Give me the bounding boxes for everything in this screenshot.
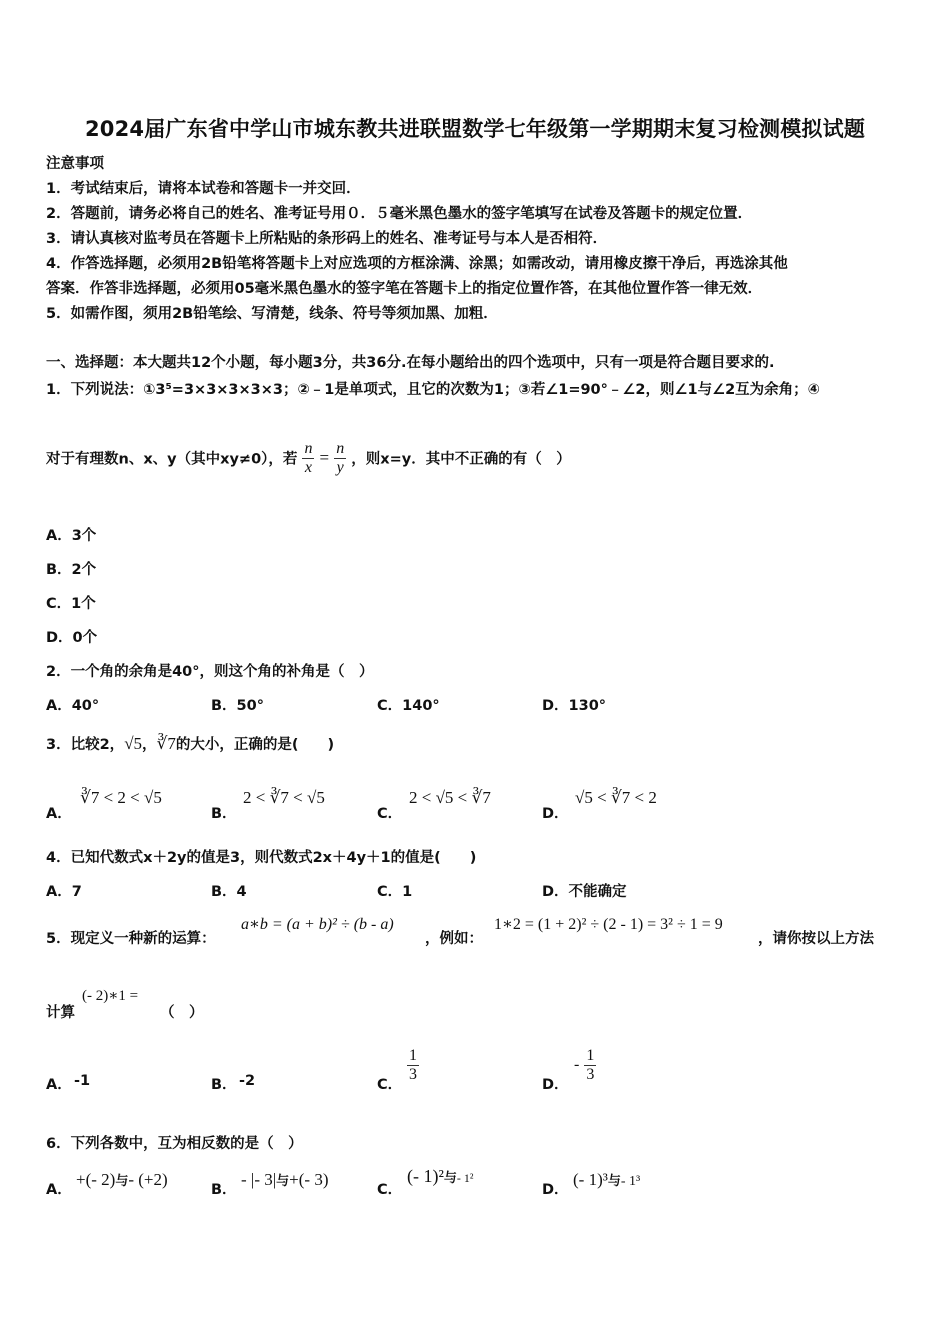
question-1-text: 对于有理数n、x、y（其中xy≠0），若	[46, 451, 298, 468]
question-1-text: ，则x=y．其中不正确的有（ ）	[351, 451, 571, 468]
question-3-text: 的大小，正确的是( )	[175, 737, 335, 753]
option-a-expr[interactable]: ∛7 < 2 < √5	[80, 788, 162, 807]
option-b-expr[interactable]: 2 < ∛7 < √5	[243, 788, 325, 807]
option-d-label[interactable]: D．	[542, 806, 569, 822]
option-c[interactable]: C．1	[377, 884, 413, 900]
operation-example: 1∗2 = (1 + 2)² ÷ (2 - 1) = 3² ÷ 1 = 9	[494, 916, 723, 933]
question-4-stem: 4．已知代数式x＋2y的值是3，则代数式2x＋4y＋1的值是( )	[46, 850, 477, 866]
question-3-text: 3．比较2，	[46, 737, 125, 753]
question-5-text: ，请你按以上方法	[758, 931, 874, 947]
option-a[interactable]: A．40°	[46, 698, 100, 714]
option-d-expr[interactable]: √5 < ∛7 < 2	[575, 788, 657, 807]
question-5-text: （ ）	[160, 1005, 204, 1021]
option-d-fraction[interactable]: - $\frac{1}{3}$	[574, 1047, 595, 1083]
option-a-label[interactable]: A．	[46, 1077, 72, 1093]
option-b[interactable]: B．50°	[211, 698, 264, 714]
option-b-value[interactable]: -2	[239, 1073, 256, 1089]
question-5-text: 计算	[46, 1005, 75, 1021]
equals-sign: =	[319, 448, 330, 468]
question-6-stem: 6．下列各数中，互为相反数的是（ ）	[46, 1136, 303, 1152]
notice-item: 2．答题前，请务必将自己的姓名、准考证号用０．５毫米黑色墨水的签字笔填写在试卷及答题卡的规定位置．	[46, 206, 753, 222]
option-c[interactable]: C．140°	[377, 698, 440, 714]
option-c-label[interactable]: C．	[377, 1077, 403, 1093]
option-d-expr[interactable]: (- 1)³与- 1³	[573, 1170, 641, 1189]
fraction-n-over-x: $\frac{n}{x}$	[304, 440, 313, 476]
cube-root-7: ∛7	[156, 734, 176, 753]
notice-item: 4．作答选择题，必须用2B铅笔将答题卡上对应选项的方框涂满、涂黑；如需改动，请用橡皮擦干净后，再选涂其他	[46, 256, 788, 272]
option-c-fraction[interactable]: $\frac{1}{3}$	[409, 1047, 417, 1083]
option-a-label[interactable]: A．	[46, 1182, 72, 1198]
option-d-label[interactable]: D．	[542, 1077, 569, 1093]
option-b-label[interactable]: B．	[211, 806, 237, 822]
question-1-line2	[46, 440, 571, 476]
notice-item: 3．请认真核对监考员在答题卡上所粘贴的条形码上的姓名、准考证号与本人是否相符．	[46, 231, 608, 247]
option-b[interactable]: B．4	[211, 884, 247, 900]
notice-heading: 注意事项	[46, 156, 104, 172]
option-c-expr[interactable]: 2 < √5 < ∛7	[409, 788, 491, 807]
fraction-n-over-y: $\frac{n}{y}$	[336, 440, 345, 476]
option-a-label[interactable]: A．	[46, 806, 72, 822]
operation-definition: a∗b = (a + b)² ÷ (b - a)	[241, 916, 394, 933]
option-c-label[interactable]: C．	[377, 806, 403, 822]
option-a-value[interactable]: -1	[74, 1073, 91, 1089]
page-title: 2024届广东省中学山市城东教共进联盟数学七年级第一学期期末复习检测模拟试题	[84, 117, 866, 141]
option-c-expr[interactable]: (- 1)²与- 1²	[407, 1166, 474, 1186]
calc-expression: (- 2)∗1 =	[82, 988, 139, 1004]
notice-item: 5．如需作图，须用2B铅笔绘、写清楚，线条、符号等须加黑、加粗．	[46, 306, 498, 322]
option-a[interactable]: A．7	[46, 884, 82, 900]
option-c[interactable]: C．1个	[46, 596, 96, 612]
question-2-stem: 2．一个角的余角是40°，则这个角的补角是（ ）	[46, 664, 374, 680]
option-d[interactable]: D．不能确定	[542, 884, 627, 900]
option-b-label[interactable]: B．	[211, 1077, 237, 1093]
sqrt-5: √5	[124, 734, 143, 753]
option-b-label[interactable]: B．	[211, 1182, 237, 1198]
option-a[interactable]: A．3个	[46, 528, 97, 544]
question-3-stem	[46, 733, 334, 754]
question-5-stem: 5．现定义一种新的运算：	[46, 931, 216, 947]
section-heading: 一、选择题：本大题共12个小题，每小题3分，共36分.在每小题给出的四个选项中，只有一项是符合题目要求的.	[46, 355, 775, 371]
option-b[interactable]: B．2个	[46, 562, 97, 578]
option-c-label[interactable]: C．	[377, 1182, 403, 1198]
question-1-line1: 1．下列说法：①3⁵=3×3×3×3×3；②﹣1是单项式，且它的次数为1；③若∠1=90°﹣∠2，则∠1与∠2互为余角；④	[46, 382, 820, 398]
notice-item: 答案．作答非选择题，必须用05毫米黑色墨水的签字笔在答题卡上的指定位置作答，在其他位置作答一律无效．	[46, 281, 763, 297]
option-a-expr[interactable]: +(- 2)与- (+2)	[76, 1170, 168, 1189]
comma: ，	[142, 737, 157, 753]
option-d-label[interactable]: D．	[542, 1182, 569, 1198]
option-d[interactable]: D．0个	[46, 630, 98, 646]
option-d[interactable]: D．130°	[542, 698, 607, 714]
option-b-expr[interactable]: - |- 3|与+(- 3)	[241, 1170, 329, 1189]
notice-item: 1．考试结束后，请将本试卷和答题卡一并交回．	[46, 181, 361, 197]
question-5-text: ，例如：	[425, 931, 483, 947]
